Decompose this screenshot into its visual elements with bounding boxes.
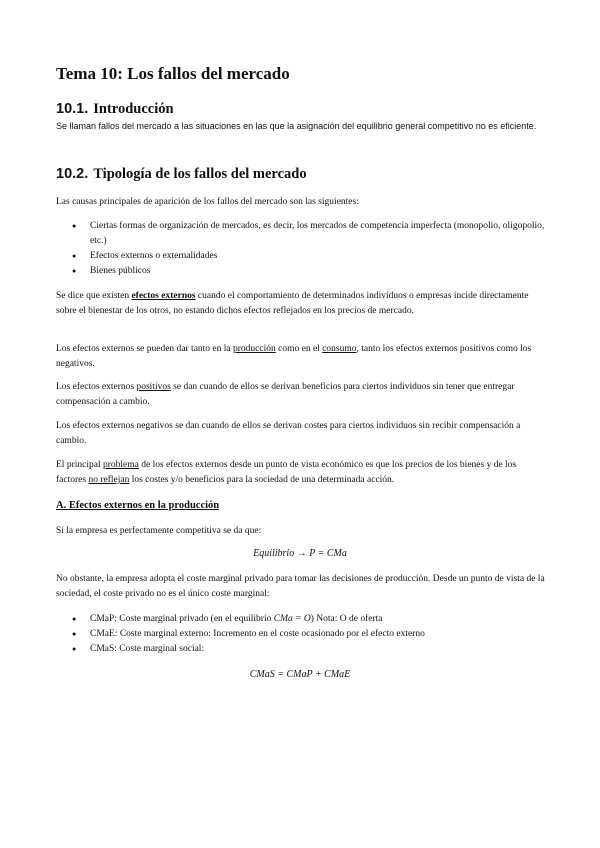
tipologia-intro: Las causas principales de aparición de los fallos del mercado son las siguientes: xyxy=(56,197,359,207)
section-title: Tipología de los fallos del mercado xyxy=(93,166,307,182)
paragraph-coste-privado: No obstante, la empresa adopta el coste marginal privado para tomar las decisiones de producción. Desde un punto de vista de la sociedad, el coste privado no es el único coste marginal: xyxy=(56,574,545,599)
text-span: Los efectos externos xyxy=(56,382,137,392)
text-span: ) Nota: O de oferta xyxy=(310,614,383,624)
paragraph-efectos-externos xyxy=(56,289,546,319)
paragraph-negativos: Los efectos externos negativos se dan cuando de ellos se derivan costes para ciertos individuos sin recibir compensación a cambio. xyxy=(56,421,521,446)
equation-coste-social: CMaS = CMaP + CMaE xyxy=(249,669,351,680)
underlined-term: problema xyxy=(102,460,139,470)
text-span: se dan cuando de ellos se derivan beneficios para ciertos individuos sin tener que entregar compensación a cambio. xyxy=(56,382,515,407)
costs-list xyxy=(72,612,546,657)
text-span: El principal xyxy=(56,460,103,470)
page-title: Tema 10: Los fallos del mercado xyxy=(56,64,290,83)
section-number: 10.1. xyxy=(56,101,89,117)
text-span: , tanto los efectos externos positivos como los negativos. xyxy=(56,344,532,369)
introduccion-paragraph: Se llaman fallos del mercado a las situaciones en las que la asignación del equilibrio general competitivo no es eficiente. xyxy=(56,121,537,131)
underlined-term: consumo xyxy=(322,344,357,354)
list-item: ● CMaS: Coste marginal social: xyxy=(72,642,546,657)
paragraph-competitiva: Si la empresa es perfectamente competitiva se da que: xyxy=(56,526,262,536)
text-span: Se dice que existen xyxy=(56,291,132,301)
text-span: CMaP: Coste marginal privado (en el equilibrio xyxy=(90,614,274,624)
subsection-title: A. Efectos externos en la producción xyxy=(56,500,220,511)
list-item: ● Bienes públicos xyxy=(72,264,546,279)
paragraph-problema xyxy=(56,458,546,488)
causes-list xyxy=(72,219,546,279)
list-item: ● Ciertas formas de organización de mercados, es decir, los mercados de competencia imperfecta (monopolio, oligopolio, etc.) xyxy=(72,219,546,249)
paragraph-produccion-consumo xyxy=(56,342,546,372)
underlined-term: positivos xyxy=(136,382,171,392)
list-item: ● Efectos externos o externalidades xyxy=(72,249,546,264)
list-item xyxy=(72,612,546,627)
emphasis: efectos externos xyxy=(131,291,196,301)
text-span: cuando el comportamiento de determinados individuos o empresas incide directamente sobre el bienestar de los otros, no estando dichos efectos reflejados en los precios de mercado. xyxy=(56,291,529,316)
section-number: 10.2. xyxy=(56,166,89,182)
equation-equilibrio: Equilibrio → P = CMa xyxy=(253,548,347,559)
underlined-term: producción xyxy=(233,344,276,354)
paragraph-positivos xyxy=(56,380,546,410)
text-span: de los efectos externos desde un punto de vista económico es que los precios de los bienes y de los factores xyxy=(56,460,517,485)
subsection-heading xyxy=(56,498,546,513)
text-span: Los efectos externos se pueden dar tanto en la xyxy=(56,344,234,354)
section-heading-introduccion xyxy=(56,101,546,118)
text-span: los costes y/o beneficios para la sociedad de una determinada acción. xyxy=(129,475,395,485)
math-inline: CMa = O xyxy=(273,614,311,624)
section-title: Introducción xyxy=(93,101,174,117)
text-span: como en el xyxy=(275,344,323,354)
list-item: ● CMaE: Coste marginal externo: Incremento en el coste ocasionado por el efecto externo xyxy=(72,627,546,642)
underlined-term: no reflejan xyxy=(88,475,130,485)
section-heading-tipologia xyxy=(56,166,546,183)
